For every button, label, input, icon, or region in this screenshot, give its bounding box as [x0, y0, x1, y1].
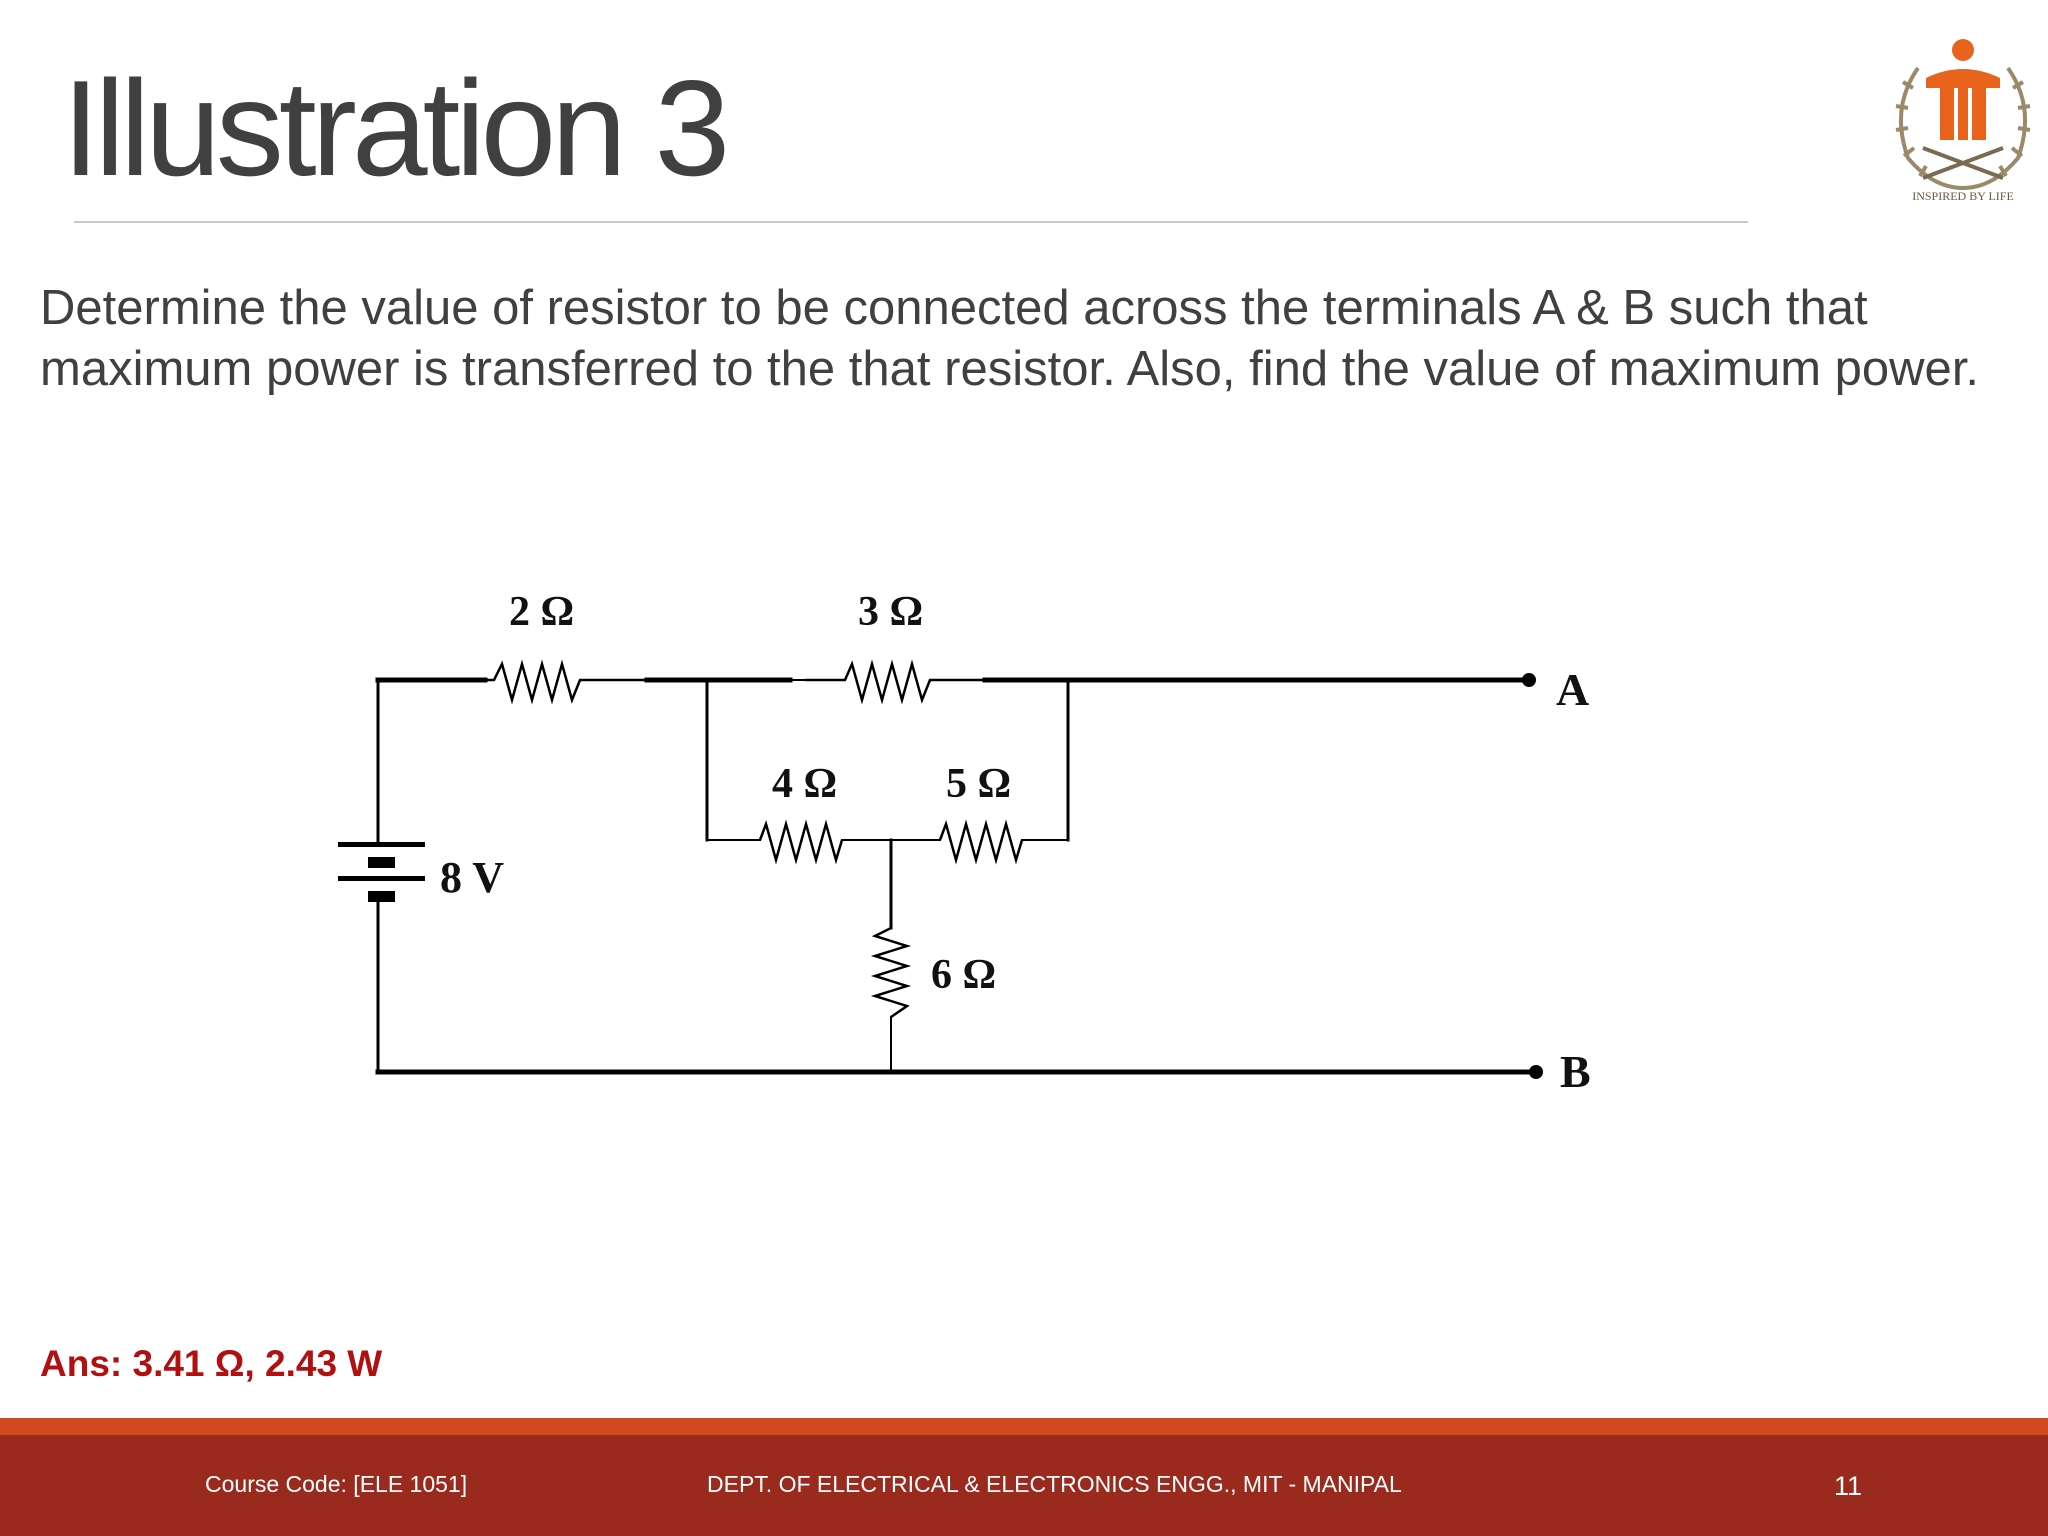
footer-department: DEPT. OF ELECTRICAL & ELECTRONICS ENGG., MIT - MANIPAL — [707, 1471, 1402, 1497]
label-terminal-a: A — [1556, 664, 1590, 715]
label-4ohm: 4 Ω — [772, 761, 838, 807]
problem-statement: Determine the value of resistor to be connected across the terminals A & B such that maximum power is transferred to the that resistor. Also, find the value of maximum power. — [40, 281, 1980, 396]
label-6ohm: 6 Ω — [931, 952, 997, 998]
battery-8v — [338, 842, 425, 902]
label-5ohm: 5 Ω — [946, 761, 1012, 807]
footer-course-code: Course Code: [ELE 1051] — [205, 1471, 468, 1497]
label-terminal-b: B — [1560, 1046, 1591, 1097]
page-number: 11 — [1834, 1471, 1863, 1501]
resistor-4ohm — [760, 824, 842, 860]
resistor-5ohm — [940, 824, 1022, 860]
logo-motto: INSPIRED BY LIFE — [1912, 189, 2014, 203]
answer-text: Ans: 3.41 Ω, 2.43 W — [40, 1343, 383, 1384]
slide-title: Illustration 3 — [62, 52, 726, 204]
resistor-3ohm — [805, 664, 985, 700]
terminal-b-dot — [1529, 1065, 1543, 1079]
label-3ohm: 3 Ω — [858, 589, 924, 635]
terminal-a-dot — [1522, 673, 1536, 687]
footer-accent-stripe — [0, 1418, 2048, 1435]
resistor-6ohm — [875, 928, 907, 1017]
label-source: 8 V — [440, 853, 504, 902]
resistor-2ohm — [485, 664, 647, 700]
label-2ohm: 2 Ω — [509, 589, 575, 635]
footer-bar — [0, 1435, 2048, 1536]
